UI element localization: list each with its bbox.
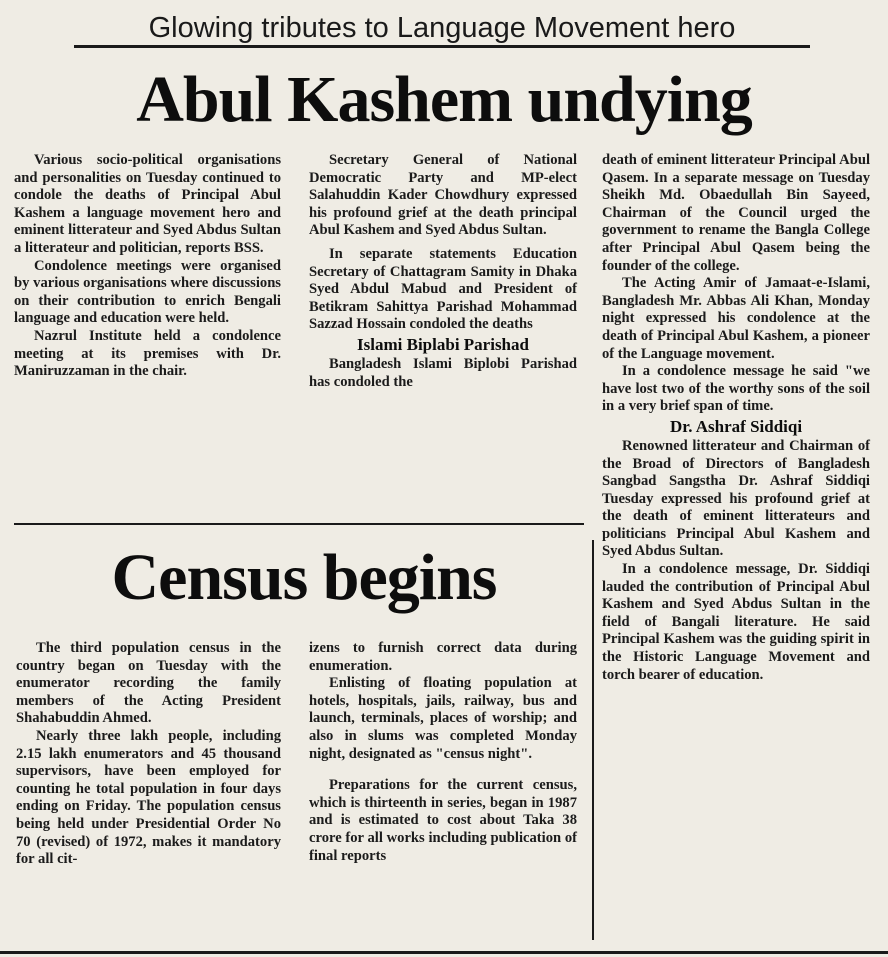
paragraph: In a condolence message he said "we have lost two of the worthy sons of the soil in a very brief span of time. bbox=[602, 363, 870, 415]
paragraph: The Acting Amir of Jamaat-e-Islami, Bangladesh Mr. Abbas Ali Khan, Monday night expressed his condolence at the death of Principal Abul Kashem, a pioneer of the Language movement. bbox=[602, 275, 870, 362]
section-divider bbox=[14, 523, 584, 525]
paragraph: izens to furnish correct data during enumeration. bbox=[309, 640, 577, 674]
paragraph: Nazrul Institute held a condolence meeting at its premises with Dr. Maniruzzaman in the chair. bbox=[14, 327, 281, 380]
subhead-islami-biplabi-parishad: Islami Biplabi Parishad bbox=[357, 334, 529, 354]
paragraph: The third population census in the country began on Tuesday with the enumerator recording the family members of the Acting President Shahabuddin Ahmed. bbox=[16, 640, 281, 727]
paragraph: Renowned litterateur and Chairman of the Broad of Directors of Bangladesh Sangbad Sangstha Dr. Ashraf Siddiqi Tuesday expressed his profound grief at the death of eminent litterateurs and politicians Principal Abul Kashem and Syed Abdus Sultan. bbox=[602, 437, 870, 560]
paragraph: death of eminent litterateur Principal Abul Qasem. In a separate message on Tuesday Sheikh Md. Obaedullah Bin Sayeed, Chairman of the Council urged the government to rename the Bangla College after Principal Abul Qasem being the founder of the college. bbox=[602, 152, 870, 274]
paragraph: Preparations for the current census, which is thirteenth in series, began in 1987 and is estimated to cost about Taka 38 crore for all works including publication of final reports bbox=[309, 777, 577, 864]
subhead-dr-ashraf-siddiqi: Dr. Ashraf Siddiqi bbox=[669, 416, 803, 436]
headline-census-begins: Census begins bbox=[111, 541, 497, 614]
page-bottom-rule bbox=[0, 951, 888, 954]
story1-column-1 bbox=[14, 152, 281, 381]
story1-column-3 bbox=[602, 152, 870, 684]
kicker-underline bbox=[74, 45, 810, 48]
headline-abul-kashem: Abul Kashem undying bbox=[136, 63, 752, 136]
story1-column-2 bbox=[309, 152, 577, 391]
kicker-headline: Glowing tributes to Language Movement hero bbox=[148, 12, 736, 44]
paragraph: Nearly three lakh people, including 2.15 lakh enumerators and 45 thousand supervisors, have been employed for counting he total population in four days ending on Friday. The population census being held under Presidential Order No 70 (revised) of 1972, makes it mandatory for all cit- bbox=[16, 727, 281, 868]
paragraph: In a condolence message, Dr. Siddiqi lauded the contribution of Principal Abul Kashem and Syed Abdus Sultan in the field of Bangali literature. He said Principal Kashem was the guiding spirit in the Historic Language Movement and torch bearer of education. bbox=[602, 561, 870, 683]
paragraph: Secretary General of National Democratic Party and MP-elect Salahuddin Kader Chowdhury expressed his profound grief at the death principal Abul Kashem and Syed Abdus Sultan. bbox=[309, 152, 577, 239]
paragraph: In separate statements Education Secretary of Chattagram Samity in Dhaka Syed Abdul Mabud and President of Betikram Sahittya Parishad Mohammad Sazzad Hossain condoled the deaths bbox=[309, 245, 577, 333]
paragraph: Condolence meetings were organised by various organisations where discussions on their contribution to enrich Bengali language and education were held. bbox=[14, 257, 281, 327]
paragraph: Various socio-political organisations and personalities on Tuesday continued to condole the deaths of Principal Abul Kashem a language movement hero and eminent litterateur and Syed Abdus Sultan a litterateur and politician, reports BSS. bbox=[14, 152, 281, 256]
paragraph: Bangladesh Islami Biplobi Parishad has condoled the bbox=[309, 355, 577, 390]
story2-column-2 bbox=[309, 640, 577, 865]
story2-column-1 bbox=[16, 640, 281, 869]
paragraph: Enlisting of floating population at hotels, hospitals, jails, railway, bus and launch, terminals, places of worship; and also in slums was completed Monday night, designated as "census night". bbox=[309, 675, 577, 762]
